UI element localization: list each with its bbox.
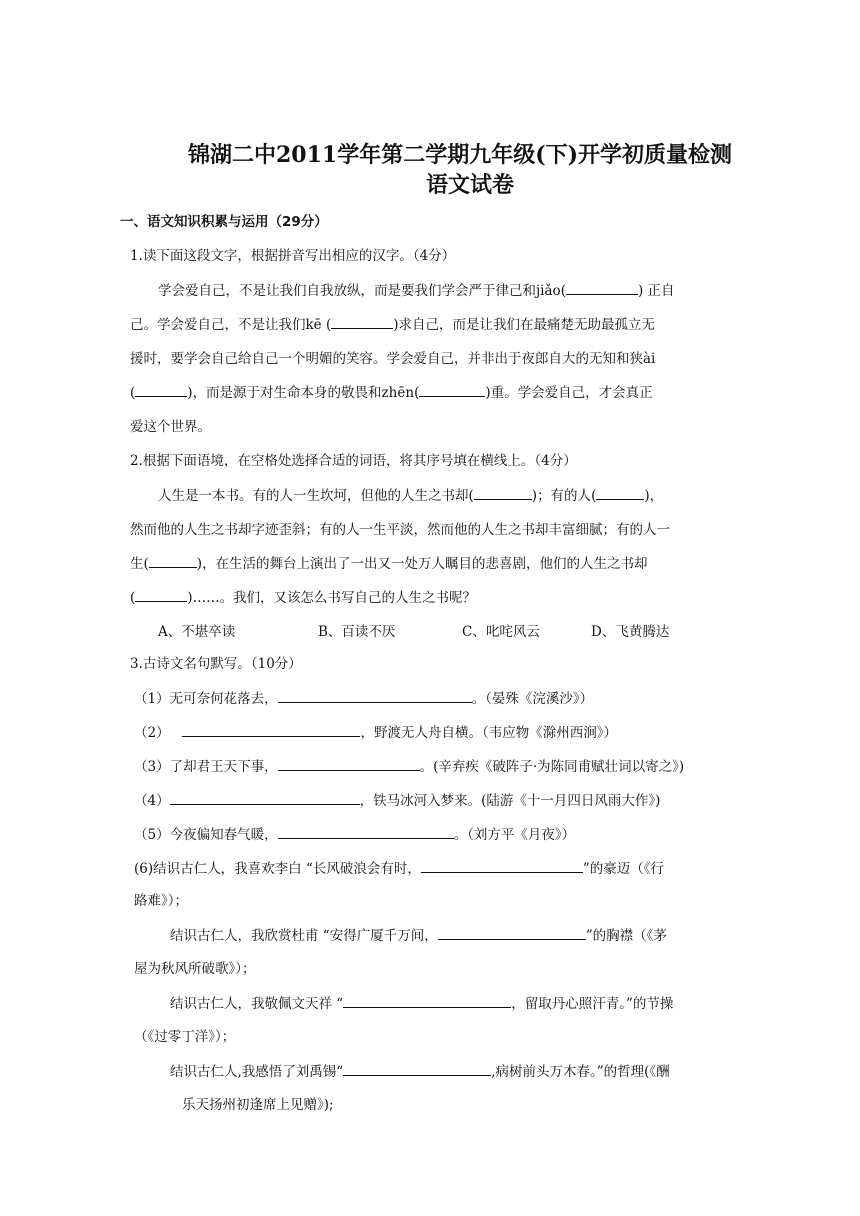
q2-blank-4[interactable]: ( ) bbox=[130, 590, 193, 606]
q3-item1-text: （1）无可奈何花落去， bbox=[134, 691, 278, 707]
q3-item9 bbox=[170, 1061, 670, 1082]
q1-line2-text: 己。学会爱自己，不是让我们kē bbox=[130, 317, 322, 333]
q1-blank-ai[interactable]: ( ) bbox=[130, 385, 193, 401]
q3-item1-blank[interactable] bbox=[278, 688, 472, 703]
q3-item4-num: （4） bbox=[134, 793, 170, 809]
q3-item2-num: （2） bbox=[134, 725, 170, 741]
q2-line4-text: ……。我们，又该怎么书写自己的人生之书呢？ bbox=[192, 590, 477, 606]
q2-blank-1[interactable]: ( ) bbox=[468, 488, 538, 504]
q1-blank-jiao[interactable]: ( ) bbox=[560, 283, 644, 299]
q3-item8-text: 结识古仁人，我敬佩文天祥 “ bbox=[170, 996, 344, 1012]
q2-prompt: 2.根据下面语境，在空格处选择合适的词语，将其序号填在横线上。（4分） bbox=[130, 453, 577, 469]
q3-item7-tail: ”的胸襟（《茅 bbox=[585, 928, 667, 944]
q3-item6 bbox=[134, 858, 664, 879]
q3-item9-cont: 乐天扬州初逢席上见赠》); bbox=[182, 1097, 334, 1113]
q3-item6-tail: ”的豪迈（《行 bbox=[582, 861, 664, 877]
q2-option-a: A、不堪卒读 bbox=[158, 624, 236, 640]
q2-option-c: C、叱咤风云 bbox=[462, 624, 540, 640]
q3-item6-blank[interactable] bbox=[421, 858, 583, 873]
q1-blank-zhen[interactable]: ( ) bbox=[414, 385, 491, 401]
q3-item6-text: (6)结识古仁人，我喜欢李白 “长风破浪会有时， bbox=[134, 861, 421, 877]
q2-blank-2[interactable]: ( ) bbox=[591, 488, 650, 504]
section1-heading: 一、语文知识积累与运用（29分） bbox=[120, 214, 328, 230]
exam-title-line2: 语文试卷 bbox=[425, 172, 514, 198]
q1-line1-text: 学会爱自己，不是让我们自我放纵，而是要我们学会严于律己和jiǎo bbox=[158, 283, 561, 299]
q3-item1-source: 。（晏殊《浣溪沙》） bbox=[471, 691, 594, 707]
q2-line1-mid: ；有的人 bbox=[537, 488, 592, 504]
q3-item2 bbox=[134, 722, 617, 743]
exam-title-line1: 锦湖二中2011学年第二学期九年级(下)开学初质量检测 bbox=[188, 142, 733, 168]
q3-item9-blank[interactable] bbox=[343, 1061, 491, 1076]
q2-line3-head: 生 bbox=[130, 556, 144, 572]
q2-line1 bbox=[158, 486, 663, 506]
q3-item9-tail: ,病树前头万木春。”的哲理(《酬 bbox=[491, 1064, 670, 1080]
q3-item3-text: （3）了却君王天下事， bbox=[134, 759, 278, 775]
q3-item5-text: （5）今夜偏知春气暖， bbox=[134, 827, 278, 843]
q3-item7-blank[interactable] bbox=[438, 925, 586, 940]
q3-item7 bbox=[170, 925, 667, 946]
q3-item2-blank[interactable] bbox=[182, 722, 360, 737]
q3-item9-text: 结识古仁人,我感悟了刘禹锡“ bbox=[170, 1064, 344, 1080]
q1-line4-tail: 重。学会爱自己，才会真正 bbox=[490, 385, 653, 401]
q3-item2-text: ，野渡无人舟自横。（韦应物《滁州西涧》） bbox=[360, 725, 617, 741]
q3-item5-source: 。（刘方平《月夜》） bbox=[453, 827, 576, 843]
q3-item8-blank[interactable] bbox=[343, 993, 511, 1008]
q1-line3: 援时，要学会自己给自己一个明媚的笑容。学会爱自己，并非出于夜郎自大的无知和狭ài bbox=[130, 351, 656, 367]
q3-item5-blank[interactable] bbox=[278, 824, 454, 839]
q3-item1 bbox=[134, 688, 593, 709]
q1-prompt: 1.读下面这段文字，根据拼音写出相应的汉字。（4分） bbox=[130, 248, 456, 264]
q3-item6-cont: 路难》）； bbox=[134, 893, 188, 909]
q2-option-d: D、飞黄腾达 bbox=[591, 624, 670, 640]
q3-item3-source: 。(辛弃疾《破阵子·为陈同甫赋壮词以寄之》) bbox=[419, 759, 685, 775]
q1-line2-tail: 求自己，而是让我们在最痛楚无助最孤立无 bbox=[398, 317, 656, 333]
q3-item4-blank[interactable] bbox=[170, 790, 360, 805]
q1-line1 bbox=[158, 281, 675, 301]
q1-line1-tail: 正自 bbox=[647, 283, 675, 299]
q3-item5 bbox=[134, 824, 575, 845]
q2-line3-text: ，在生活的舞台上演出了一出又一处万人瞩目的悲喜剧，他们的人生之书却 bbox=[202, 556, 648, 572]
q1-line4-text: ，而是源于对生命本身的敬畏和zhēn bbox=[192, 385, 415, 401]
q3-item8-tail: ，留取丹心照汗青。”的节操 bbox=[511, 996, 674, 1012]
q3-item7-cont: 屋为秋风所破歌》）； bbox=[134, 961, 256, 977]
q3-prompt: 3.古诗文名句默写。（10分） bbox=[130, 656, 302, 672]
q2-line1-text: 人生是一本书。有的人一生坎坷，但他的人生之书却 bbox=[158, 488, 469, 504]
q2-line2: 然而他的人生之书却字迹歪斜；有的人一生平淡，然而他的人生之书却丰富细腻；有的人一 bbox=[130, 522, 670, 538]
q3-item8 bbox=[170, 993, 673, 1014]
q2-line4 bbox=[130, 588, 476, 608]
q1-blank-ke[interactable]: ( ) bbox=[325, 317, 399, 333]
q1-line5: 爱这个世界。 bbox=[130, 419, 211, 435]
q3-item4-text: ，铁马冰河入梦来。(陆游《十一月四日风雨大作》) bbox=[359, 793, 661, 809]
q2-blank-3[interactable]: ( ) bbox=[143, 556, 203, 572]
q1-line2 bbox=[130, 315, 655, 335]
q2-line1-tail: ， bbox=[649, 488, 664, 504]
q2-line3 bbox=[130, 554, 648, 574]
q2-option-b: B、百读不厌 bbox=[318, 624, 396, 640]
q3-item3 bbox=[134, 756, 684, 777]
q3-item8-cont: （《过零丁洋》）； bbox=[134, 1029, 236, 1045]
q3-item3-blank[interactable] bbox=[278, 756, 420, 771]
q1-line4 bbox=[130, 383, 653, 403]
q3-item4 bbox=[134, 790, 660, 811]
q3-item7-text: 结识古仁人，我欣赏杜甫 “安得广厦千万间， bbox=[170, 928, 438, 944]
